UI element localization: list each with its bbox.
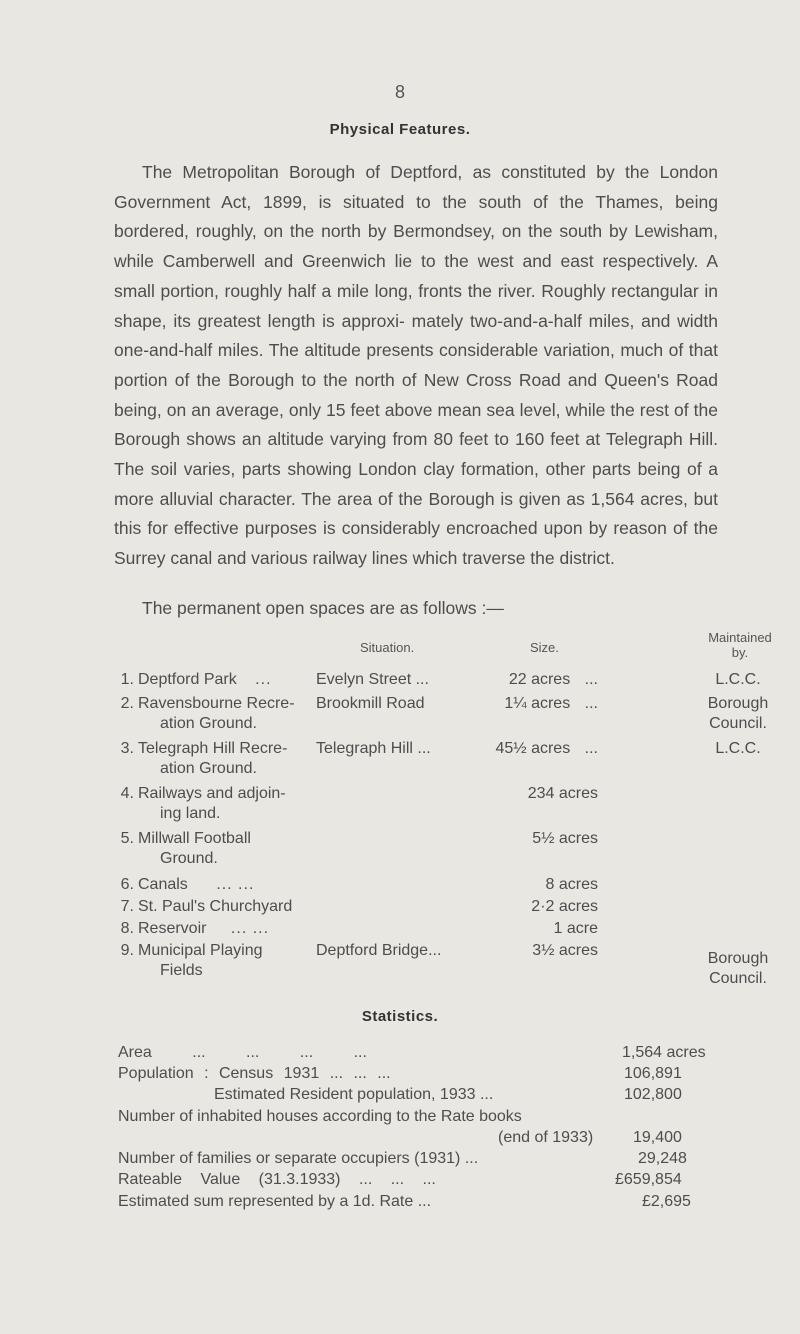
row-name: Ravensbourne Recre-	[138, 695, 295, 712]
row-number: 7.	[120, 898, 134, 915]
statistics-heading: Statistics.	[361, 1008, 439, 1025]
body-paragraph: The Metropolitan Borough of Deptford, as constituted by the London Government Act, 1899, is situated to the south of the Thames, being bordered, roughly, on the north by Bermondsey, on the south by Lewisham, while Camberwell and Greenwich lie to the west and east respectively. A small portion, roughly half a mile long, fronts the river. Roughly rectangular in shape, its greatest length is approxi- mately two-and-a-half miles, and width one-and-half miles. The altitude presents considerable variation, much of that portion of the Borough to the north of New Cross Road and Queen's Road being, on an average, only 15 feet above mean sea level, while the rest of the Borough shows an altitude varying from 80 feet to 160 feet at Telegraph Hill. The soil varies, parts showing London clay formation, other parts being of a more alluvial character. The area of the Borough is given as 1,564 acres, but this for effective purposes is considerably encroached upon by reason of the Surrey canal and various railway lines which traverse the district.	[114, 162, 718, 569]
row-name-text: Reservoir	[138, 920, 207, 937]
page-number: 8	[394, 82, 405, 102]
row-number: 8.	[120, 920, 134, 937]
row-size: 8 acres	[545, 876, 598, 893]
row-name: Telegraph Hill Recre-	[138, 740, 288, 757]
row-number: 1.	[120, 671, 134, 688]
row-size-dots: ...	[584, 695, 598, 712]
row-name-text: Deptford Park	[138, 671, 237, 688]
row-name: Municipal Playing	[138, 942, 263, 959]
row-size: 1 acre	[553, 920, 598, 937]
stat-label: Rateable Value (31.3.1933) ... ... ...	[118, 1171, 436, 1188]
row-leader-dots: ... ...	[216, 876, 255, 893]
column-header-size: Size.	[530, 640, 559, 655]
column-header-maintained-line2: by.	[731, 645, 749, 660]
row-name: Railways and adjoin-	[138, 785, 286, 802]
stat-label: Estimated Resident population, 1933 ...	[214, 1086, 494, 1103]
row-size: 3½ acres	[532, 942, 598, 959]
row-name-continued: Ground.	[160, 850, 218, 867]
row-number: 4.	[120, 785, 134, 802]
row-size: 234 acres	[527, 785, 598, 802]
row-maintained: Borough	[707, 695, 769, 712]
row-size	[452, 670, 598, 690]
stat-value: 102,800	[624, 1086, 682, 1103]
column-header-situation: Situation.	[360, 640, 415, 655]
row-name	[138, 670, 272, 690]
row-number: 9.	[120, 942, 134, 959]
row-size	[452, 739, 598, 759]
stat-label: Area ... ... ... ...	[118, 1044, 367, 1061]
column-header-maintained-line1: Maintained	[708, 630, 772, 645]
row-name-continued: ation Ground.	[160, 760, 257, 777]
row-situation: Deptford Bridge...	[316, 942, 442, 959]
stat-value: 19,400	[633, 1129, 682, 1146]
row-maintained: L.C.C.	[715, 671, 761, 688]
stat-label: Estimated sum represented by a 1d. Rate ...	[118, 1193, 432, 1210]
row-name	[138, 875, 254, 895]
stat-label: Number of families or separate occupiers (1931) ...	[118, 1150, 479, 1167]
row-number: 3.	[120, 740, 134, 757]
row-size-text: 22 acres	[508, 671, 571, 688]
row-maintained: Borough	[707, 950, 769, 967]
row-situation: Evelyn Street ...	[316, 671, 429, 688]
row-size-dots: ...	[584, 740, 598, 757]
row-name: St. Paul's Churchyard	[138, 898, 293, 915]
row-size: 5½ acres	[532, 830, 598, 847]
row-name: Millwall Football	[138, 830, 251, 847]
row-number: 6.	[120, 876, 134, 893]
row-leader-dots: ...	[255, 671, 272, 688]
row-maintained-continued: Council.	[709, 970, 767, 987]
row-name	[138, 919, 269, 939]
row-name-continued: Fields	[160, 962, 203, 979]
row-name-text: Canals	[138, 876, 188, 893]
stat-value: 1,564 acres	[622, 1044, 706, 1061]
stat-value: £2,695	[642, 1193, 691, 1210]
stat-value: £659,854	[615, 1171, 682, 1188]
row-number: 5.	[120, 830, 134, 847]
row-name-continued: ing land.	[160, 805, 221, 822]
row-name-continued: ation Ground.	[160, 715, 257, 732]
row-situation: Brookmill Road	[316, 695, 425, 712]
open-spaces-intro: The permanent open spaces are as follows :—	[142, 598, 504, 618]
row-size-dots: ...	[584, 671, 598, 688]
row-size	[452, 694, 598, 714]
row-situation: Telegraph Hill ...	[316, 740, 431, 757]
stat-value: 106,891	[624, 1065, 682, 1082]
column-header-maintained	[700, 630, 780, 660]
stat-label: Population : Census 1931 ... ... ...	[118, 1065, 391, 1082]
row-size-text: 45½ acres	[495, 740, 571, 757]
row-leader-dots: ... ...	[230, 920, 270, 937]
row-number: 2.	[120, 695, 134, 712]
row-size: 2·2 acres	[531, 898, 598, 915]
stat-value: 29,248	[638, 1150, 687, 1167]
row-size-text: 1¼ acres	[504, 695, 571, 712]
stat-label: (end of 1933)	[498, 1129, 594, 1146]
section-heading: Physical Features.	[329, 121, 471, 138]
row-maintained-continued: Council.	[709, 715, 767, 732]
row-maintained: L.C.C.	[715, 740, 761, 757]
stat-label: Number of inhabited houses according to the Rate books	[118, 1108, 522, 1125]
